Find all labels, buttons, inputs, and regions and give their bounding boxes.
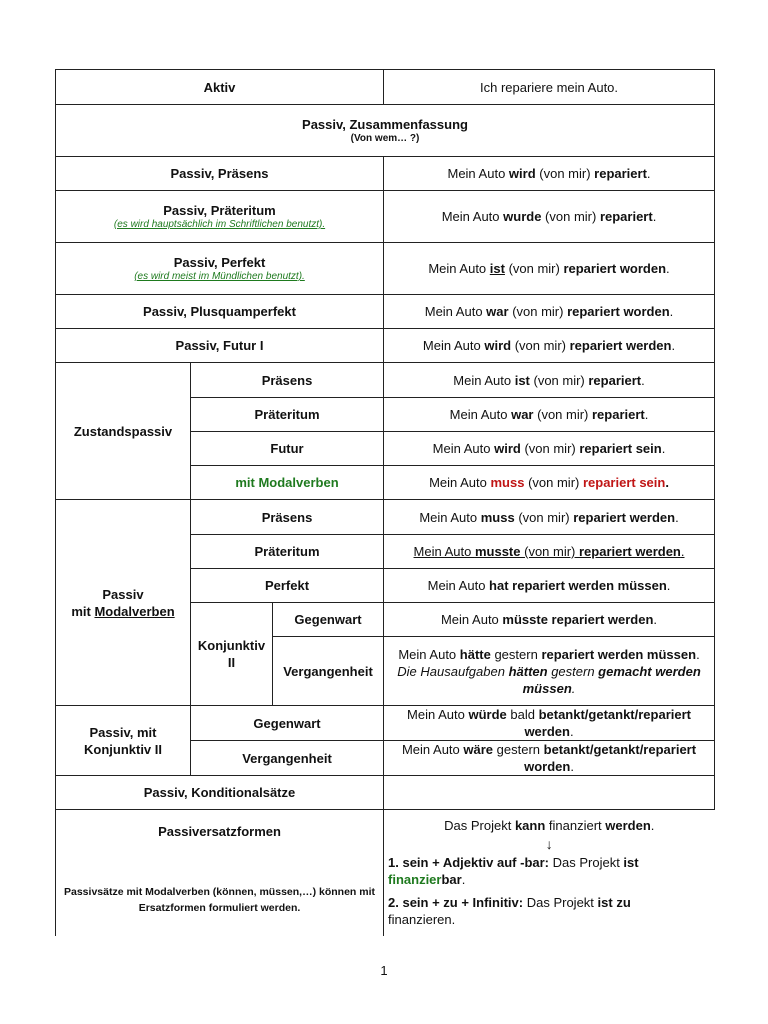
example-zustand-praesens: Mein Auto ist (von mir) repariert. [384,363,715,398]
example-modal-praesens: Mein Auto muss (von mir) repariert werden. [384,500,715,535]
example-konj-gegenwart: Mein Auto würde bald betankt/getankt/repariert werden. [384,706,715,741]
label-modal-gegenwart: Gegenwart [273,603,384,637]
label-modal-vergangenheit: Vergangenheit [273,637,384,706]
example-zustand-praeteritum: Mein Auto war (von mir) repariert. [384,398,715,432]
label-praeteritum [56,191,384,243]
label-konj-gegenwart: Gegenwart [191,706,384,741]
example-modal-praeteritum: Mein Auto musste (von mir) repariert werden. [384,535,715,569]
ersatz-example: Das Projekt kann finanziert werden. [444,818,655,833]
row-zusammenfassung [56,105,715,157]
label-konj-vergangenheit: Vergangenheit [191,741,384,776]
example-plusquamperfekt: Mein Auto war (von mir) repariert worden. [384,295,715,329]
praeteritum-note: (es wird hauptsächlich im Schriftlichen benutzt). [113,219,326,230]
label-futur: Passiv, Futur I [56,329,384,363]
ersatz-form-1: 1. sein + Adjektiv auf -bar: Das Projekt ist finanzierbar. [388,855,639,887]
label-passiv-konjunktiv: Passiv, mit Konjunktiv II [56,706,191,776]
row-praeteritum [56,191,715,243]
label-modal-perfekt: Perfekt [191,569,384,603]
example-modal-perfekt: Mein Auto hat repariert werden müssen. [384,569,715,603]
example-zustand-modal: Mein Auto muss (von mir) repariert sein. [384,466,715,500]
row-zustand-praesens [56,363,715,398]
label-passiversatz [56,810,384,936]
example-zustand-futur: Mein Auto wird (von mir) repariert sein. [384,432,715,466]
example-futur: Mein Auto wird (von mir) repariert werden. [384,329,715,363]
example-perfekt: Mein Auto ist (von mir) repariert worden. [384,243,715,295]
row-passiversatz [56,810,715,936]
passive-voice-table [55,69,715,936]
example-modal-vergangenheit: Mein Auto hätte gestern repariert werden müssen. Die Hausaufgaben hätten gestern gemacht werden müssen. [384,637,715,706]
row-aktiv [56,70,715,105]
label-praesens: Passiv, Präsens [56,157,384,191]
zusammenfassung-title: Passiv, Zusammenfassung [302,117,468,132]
example-konditional [384,776,715,810]
row-konditional [56,776,715,810]
page-number: 1 [380,963,388,978]
row-perfekt [56,243,715,295]
label-plusquamperfekt: Passiv, Plusquamperfekt [56,295,384,329]
label-aktiv: Aktiv [56,70,384,105]
example-praesens: Mein Auto wird (von mir) repariert. [384,157,715,191]
label-konditional: Passiv, Konditionalsätze [56,776,384,810]
perfekt-title: Passiv, Perfekt [173,255,266,270]
example-modal-gegenwart: Mein Auto müsste repariert werden. [384,603,715,637]
perfekt-note: (es wird meist im Mündlichen benutzt). [134,271,305,282]
row-konj-gegenwart [56,706,715,741]
example-praeteritum: Mein Auto wurde (von mir) repariert. [384,191,715,243]
passiversatz-title: Passiversatzformen [158,824,281,839]
label-zustand-futur: Futur [191,432,384,466]
label-zusammenfassung [56,105,715,157]
row-plusquamperfekt [56,295,715,329]
passiversatz-note: Passivsätze mit Modalverben (können, müssen,…) können mit Ersatzformen formuliert werden. [64,886,375,914]
label-zustand-modal: mit Modalverben [191,466,384,500]
example-konj-vergangenheit: Mein Auto wäre gestern betankt/getankt/repariert worden. [384,741,715,776]
example-passiversatz [384,810,715,936]
ersatz-form-2: 2. sein + zu + Infinitiv: Das Projekt ist zu finanzieren. [388,895,631,927]
label-zustand-praeteritum: Präteritum [191,398,384,432]
row-futur [56,329,715,363]
example-aktiv: Ich repariere mein Auto. [384,70,715,105]
label-perfekt [56,243,384,295]
zusammenfassung-sub: (Von wem… ?) [350,133,420,144]
row-modal-praesens [56,500,715,535]
label-zustandspassiv: Zustandspassiv [56,363,191,500]
label-modal-praeteritum: Präteritum [191,535,384,569]
praeteritum-title: Passiv, Präteritum [163,203,276,218]
label-passiv-modalverben: Passiv mit Modalverben [56,500,191,706]
down-arrow-icon: ↓ [545,836,553,852]
label-zustand-praesens: Präsens [191,363,384,398]
label-konjunktiv-ii: Konjunktiv II [191,603,273,706]
label-modal-praesens: Präsens [191,500,384,535]
row-praesens [56,157,715,191]
